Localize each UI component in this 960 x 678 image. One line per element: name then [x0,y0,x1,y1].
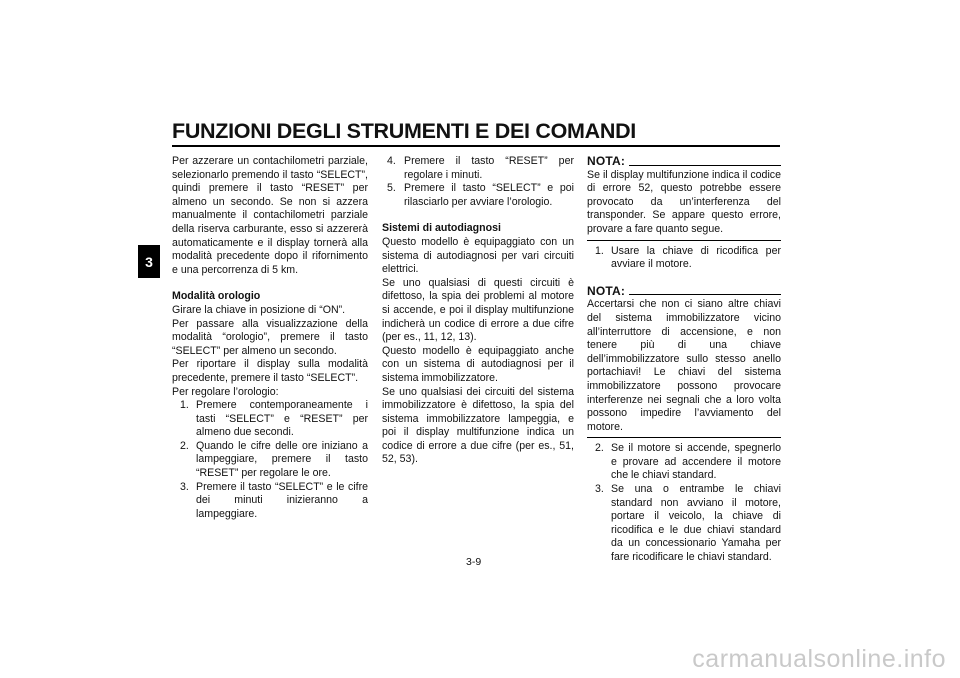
list-item [587,483,781,565]
clock-heading: Modalità orologio [172,290,261,303]
step-text: Premere il tasto “SELECT” e le cifre dei minuti inizieranno a lampeggiare. [196,480,368,520]
step-text: Premere il tasto “RESET” per regolare i minuti. [404,155,574,181]
step-text: Quando le cifre delle ore iniziano a lampeggiare, premere il tasto “RESET” per regolare le ore. [196,439,368,480]
step-number: 2. [595,442,604,455]
list-item [172,481,368,522]
list-item [172,440,368,481]
header-rule [172,145,780,147]
spacer [587,272,781,285]
list-item [382,182,574,209]
clock-paragraph-4: Per regolare l’orologio: [172,385,279,398]
note-label: NOTA: [587,154,626,168]
note-text-2: Accertarsi che non ci siano altre chiavi del sistema immobilizzatore vicino all’interruttore di accensione, e non tenere più di una chiave dell’immobilizzatore sullo stesso anello portachiavi! Le chiavi del sistema immobilizzatore possono provocare interferenze nei segnali che a loro volta possono impedire l’avviamento del motore. [587,298,781,433]
column-2 [382,155,574,467]
note-text-1: Se il display multifunzione indica il codice di errore 52, questo potrebbe essere provocato da un’interferenza del transponder. Se appare questo errore, provare a fare quanto segue. [587,168,781,235]
clock-steps-continued [382,155,574,209]
diagnostics-paragraph-3: Questo modello è equipaggiato anche con un sistema di autodiagnosi per il sistema immobilizzatore. [382,344,574,384]
list-item [587,245,781,272]
step-number: 3. [180,480,189,493]
note-rule [629,294,781,295]
note-label: NOTA: [587,283,626,298]
step-number: 1. [595,244,604,257]
note-end-rule [587,437,781,438]
list-item [172,399,368,440]
step-text: Se una o entrambe le chiavi standard non avviano il motore, portare il veicolo, la chiave di ricodifica e le due chiavi standard da un concessionario Yamaha per fare ricodificare le chiavi standard. [611,483,781,564]
clock-paragraph-1: Girare la chiave in posizione di “ON”. [172,303,346,316]
step-number: 2. [180,439,189,452]
step-text: Usare la chiave di ricodifica per avviare il motore. [611,244,781,271]
note-header [587,285,781,299]
page-header [172,119,780,147]
clock-steps [172,399,368,521]
watermark: carmanualsonline.info [692,645,946,673]
recode-steps [587,245,781,272]
step-number: 4. [387,155,396,167]
step-number: 5. [387,182,396,195]
step-number: 3. [595,483,604,496]
chapter-tab: 3 [138,245,160,278]
diagnostics-paragraph-4: Se uno qualsiasi dei circuiti del sistema immobilizzatore è difettoso, la spia del sistema immobilizzatore lampeggia, e poi il display multifunzione indica un codice di errore a due cifre (per es., 51, 52, 53). [382,385,574,466]
diagnostics-heading: Sistemi di autodiagnosi [382,222,501,235]
clock-paragraph-2: Per passare alla visualizzazione della modalità “orologio”, premere il tasto “SELECT” per almeno un secondo. [172,317,368,357]
step-number: 1. [180,399,189,412]
page-title: FUNZIONI DEGLI STRUMENTI E DEI COMANDI [172,119,636,143]
list-item [587,442,781,483]
page-number: 3-9 [466,556,482,568]
column-3 [587,155,781,565]
reset-paragraph: Per azzerare un contachilometri parziale, selezionarlo premendo il tasto “SELECT”, quindi premere il tasto “RESET” per almeno un secondo. Se non si azzera manualmente il contachilometri parziale della riserva carburante, esso si azzererà automaticamente e il display tornerà alla modalità precedente dopo il rifornimento e una percorrenza di 5 km. [172,155,368,276]
diagnostics-paragraph-2: Se uno qualsiasi di questi circuiti è difettoso, la spia dei problemi al motore si accende, e poi il display multifunzione indicherà un codice di errore a due cifre (per es., 11, 12, 13). [382,276,574,344]
note-rule [629,165,781,166]
step-text: Premere contemporaneamente i tasti “SELECT” e “RESET” per almeno due secondi. [196,399,368,439]
diagnostics-paragraph-1: Questo modello è equipaggiato con un sistema di autodiagnosi per vari circuiti elettrici. [382,235,574,276]
step-text: Premere il tasto “SELECT” e poi rilasciarlo per avviare l’orologio. [404,182,574,208]
recode-steps-continued [587,442,781,564]
list-item [382,155,574,182]
step-text: Se il motore si accende, spegnerlo e provare ad accendere il motore che le chiavi standard. [611,442,781,482]
note-end-rule [587,240,781,241]
column-1 [172,155,368,521]
clock-paragraph-3: Per riportare il display sulla modalità precedente, premere il tasto “SELECT”. [172,358,368,384]
note-header [587,155,781,169]
